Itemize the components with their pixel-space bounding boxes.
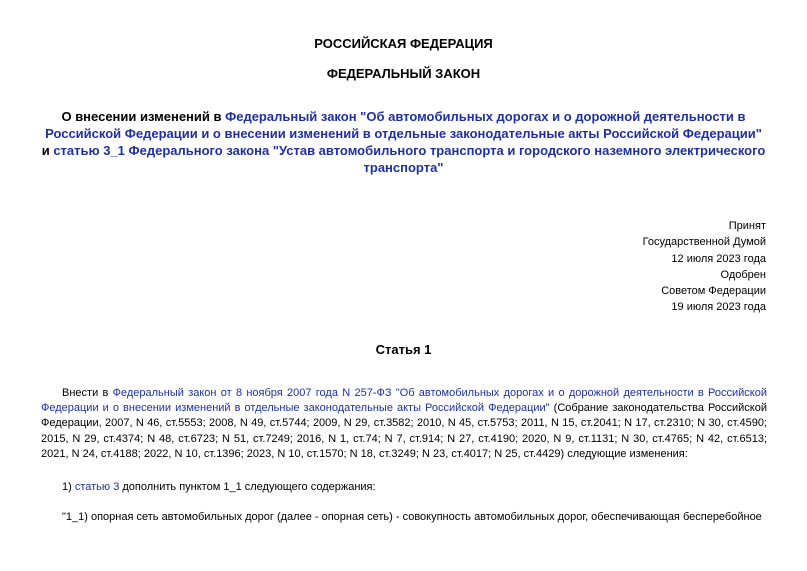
adoption-block	[643, 218, 766, 316]
paragraph-2-link-article[interactable]: статью 3	[74, 481, 120, 493]
article-paragraph-1	[41, 386, 767, 462]
paragraph-2-number: 1)	[62, 481, 75, 493]
document-type-heading: ФЕДЕРАЛЬНЫЙ ЗАКОН	[326, 66, 481, 81]
law-title	[40, 108, 767, 176]
title-link-transport-charter[interactable]: статью 3_1 Федерального закона "Устав автомобильного транспорта и городского наземного электрического транспорта"	[53, 143, 766, 175]
adoption-line-approved: Одобрен	[720, 268, 766, 281]
article-paragraph-3: "1_1) опорная сеть автомобильных дорог (далее - опорная сеть) - совокупность автомобильных дорог, обеспечивающая бесперебойное	[62, 511, 762, 523]
paragraph-1-intro: Внести в	[62, 387, 113, 399]
paragraph-1-link-law[interactable]: Федеральный закон от 8 ноября 2007 года N 257-ФЗ "Об автомобильных дорогах и о дорожной деятельности в Российской Федерации и о внесении изменений в отдельные законодательные акты Российской Федерации"	[41, 387, 768, 415]
adoption-line-council: Советом Федерации	[661, 285, 766, 298]
paragraph-2-text: дополнить пунктом 1_1 следующего содержания:	[119, 481, 376, 493]
adoption-line-council-date: 19 июля 2023 года	[671, 301, 766, 314]
adoption-line-adopted: Принят	[728, 220, 766, 232]
article-paragraph-2	[41, 480, 767, 495]
adoption-line-duma-date: 12 июля 2023 года	[671, 252, 766, 265]
paragraph-1-citations: (Собрание законодательства Российской Федерации, 2007, N 46, ст.5553; 2008, N 49, ст.5744; 2009, N 29, ст.3582; 2010, N 45, ст.5753; 2011, N 15, ст.2041; N 17, ст.2310; N 30, ст.4590; 2015, N 29, ст.4374; N 48, ст.6723; N 51, ст.7249; 2016, N 1, ст.74; N 7, ст.914; N 27, ст.4190; 2020, N 9, ст.1131; N 30, ст.4765; N 42, ст.6513; 2021, N 24, ст.4188; 2022, N 10, ст.1396; 2023, N 10, ст.1570; N 18, ст.3249; N 23, ст.4017; N 25, ст.4429) следующие изменения:	[41, 402, 767, 460]
adoption-line-duma: Государственной Думой	[642, 236, 766, 249]
title-text-2: и	[41, 143, 54, 158]
country-heading: РОССИЙСКАЯ ФЕДЕРАЦИЯ	[314, 36, 493, 51]
title-text-1: О внесении изменений в	[61, 109, 226, 124]
article-heading: Статья 1	[375, 342, 432, 357]
title-link-road-law[interactable]: Федеральный закон "Об автомобильных дорогах и о дорожной деятельности в Российской Федерации и о внесении изменений в отдельные законодательные акты Российской Федерации"	[45, 109, 762, 141]
